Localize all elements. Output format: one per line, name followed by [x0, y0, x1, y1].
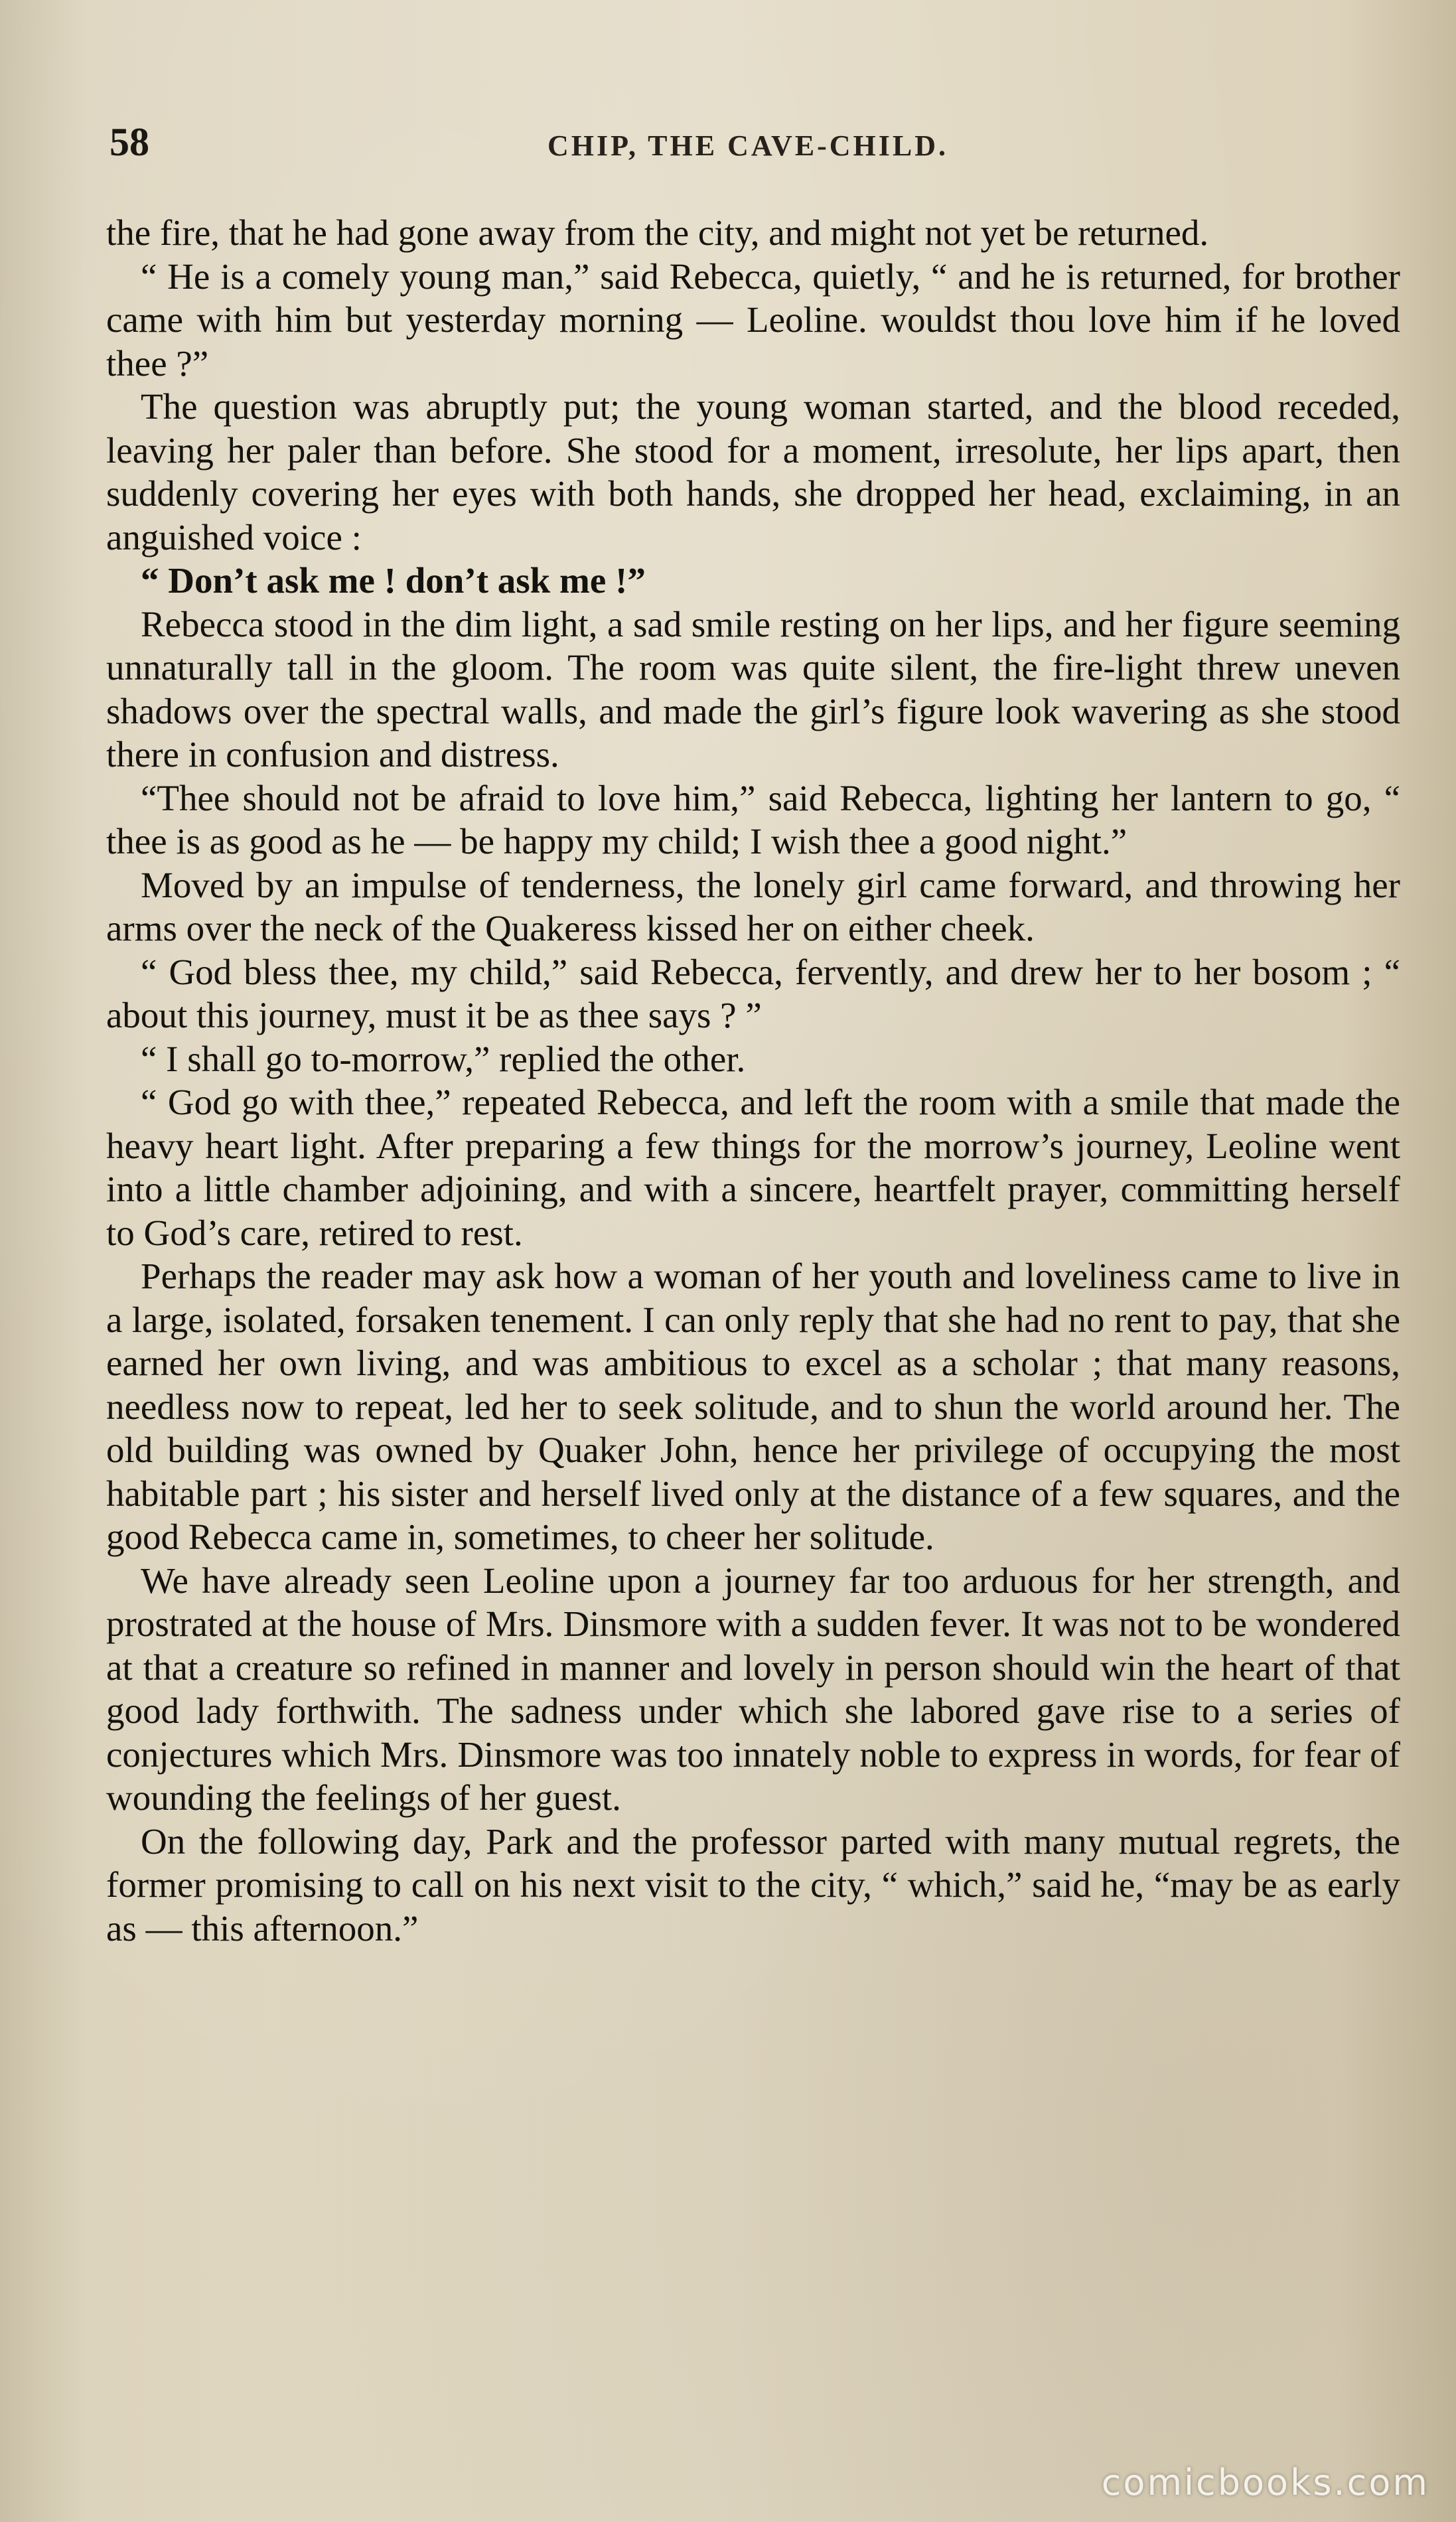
paragraph: “ God bless thee, my child,” said Rebecca, fervently, and drew her to her bosom ; “ about this journey, must it be as thee says ? ” [106, 951, 1400, 1035]
paragraph: Rebecca stood in the dim light, a sad smile resting on her lips, and her figure seeming unnaturally tall in the gloom. The room was quite silent, the fire-light threw uneven shadows over the spectral walls, and made the girl’s figure look wavering as she stood there in confusion and distress. [106, 603, 1400, 775]
paragraph: “Thee should not be afraid to love him,” said Rebecca, lighting her lantern to go, “ thee is as good as he — be happy my child; I wish thee a good night.” [106, 777, 1400, 861]
paragraph: On the following day, Park and the professor parted with many mutual regrets, the former promising to call on his next visit to the city, “ which,” said he, “may be as early as — this afternoon.” [106, 1820, 1400, 1949]
paragraph: “ God go with thee,” repeated Rebecca, and left the room with a smile that made the heavy heart light. After preparing a few things for the morrow’s journey, Leoline went into a little chamber adjoining, and with a sincere, heartfelt prayer, committing herself to God’s care, retired to rest. [106, 1082, 1400, 1253]
paragraph: “ Don’t ask me ! don’t ask me !” [141, 560, 646, 601]
paragraph: The question was abruptly put; the young woman started, and the blood receded, leaving her paler than before. She stood for a moment, irresolute, her lips apart, then suddenly covering her eyes with both hands, she dropped her head, exclaiming, in an anguished voice : [106, 386, 1400, 557]
page-number: 58 [109, 120, 149, 164]
watermark: comicbooks.com [1101, 2462, 1429, 2503]
paragraph: “ I shall go to-morrow,” replied the other. [141, 1038, 746, 1079]
paragraph: We have already seen Leoline upon a journey far too arduous for her strength, and prostrated at the house of Mrs. Dinsmore with a sudden fever. It was not to be wondered at that a creature so refined in manner and lovely in person should win the heart of that good lady forthwith. The sadness under which she labored gave rise to a series of conjectures which Mrs. Dinsmore was too innately noble to express in words, for fear of wounding the feelings of her guest. [106, 1560, 1400, 1818]
running-title: CHIP, THE CAVE-CHILD. [547, 129, 948, 162]
paragraph: “ He is a comely young man,” said Rebecca, quietly, “ and he is returned, for brother came with him but yesterday morning — Leoline. wouldst thou love him if he loved thee ?” [106, 256, 1400, 384]
paragraph: Perhaps the reader may ask how a woman of her youth and loveliness came to live in a large, isolated, forsaken tenement. I can only reply that she had no rent to pay, that she earned her own living, and was ambitious to excel as a scholar ; that many reasons, needless now to repeat, led her to seek solitude, and to shun the world around her. The old building was owned by Quaker John, hence her privilege of occupying the most habitable part ; his sister and herself lived only at the distance of a few squares, and the good Rebecca came in, sometimes, to cheer her solitude. [106, 1256, 1400, 1557]
paragraph: the fire, that he had gone away from the city, and might not yet be returned. [106, 212, 1209, 253]
running-head [109, 119, 1400, 173]
body-text [106, 211, 1400, 1950]
paragraph: Moved by an impulse of tenderness, the lonely girl came forward, and throwing her arms over the neck of the Quakeress kissed her on either cheek. [106, 864, 1400, 948]
